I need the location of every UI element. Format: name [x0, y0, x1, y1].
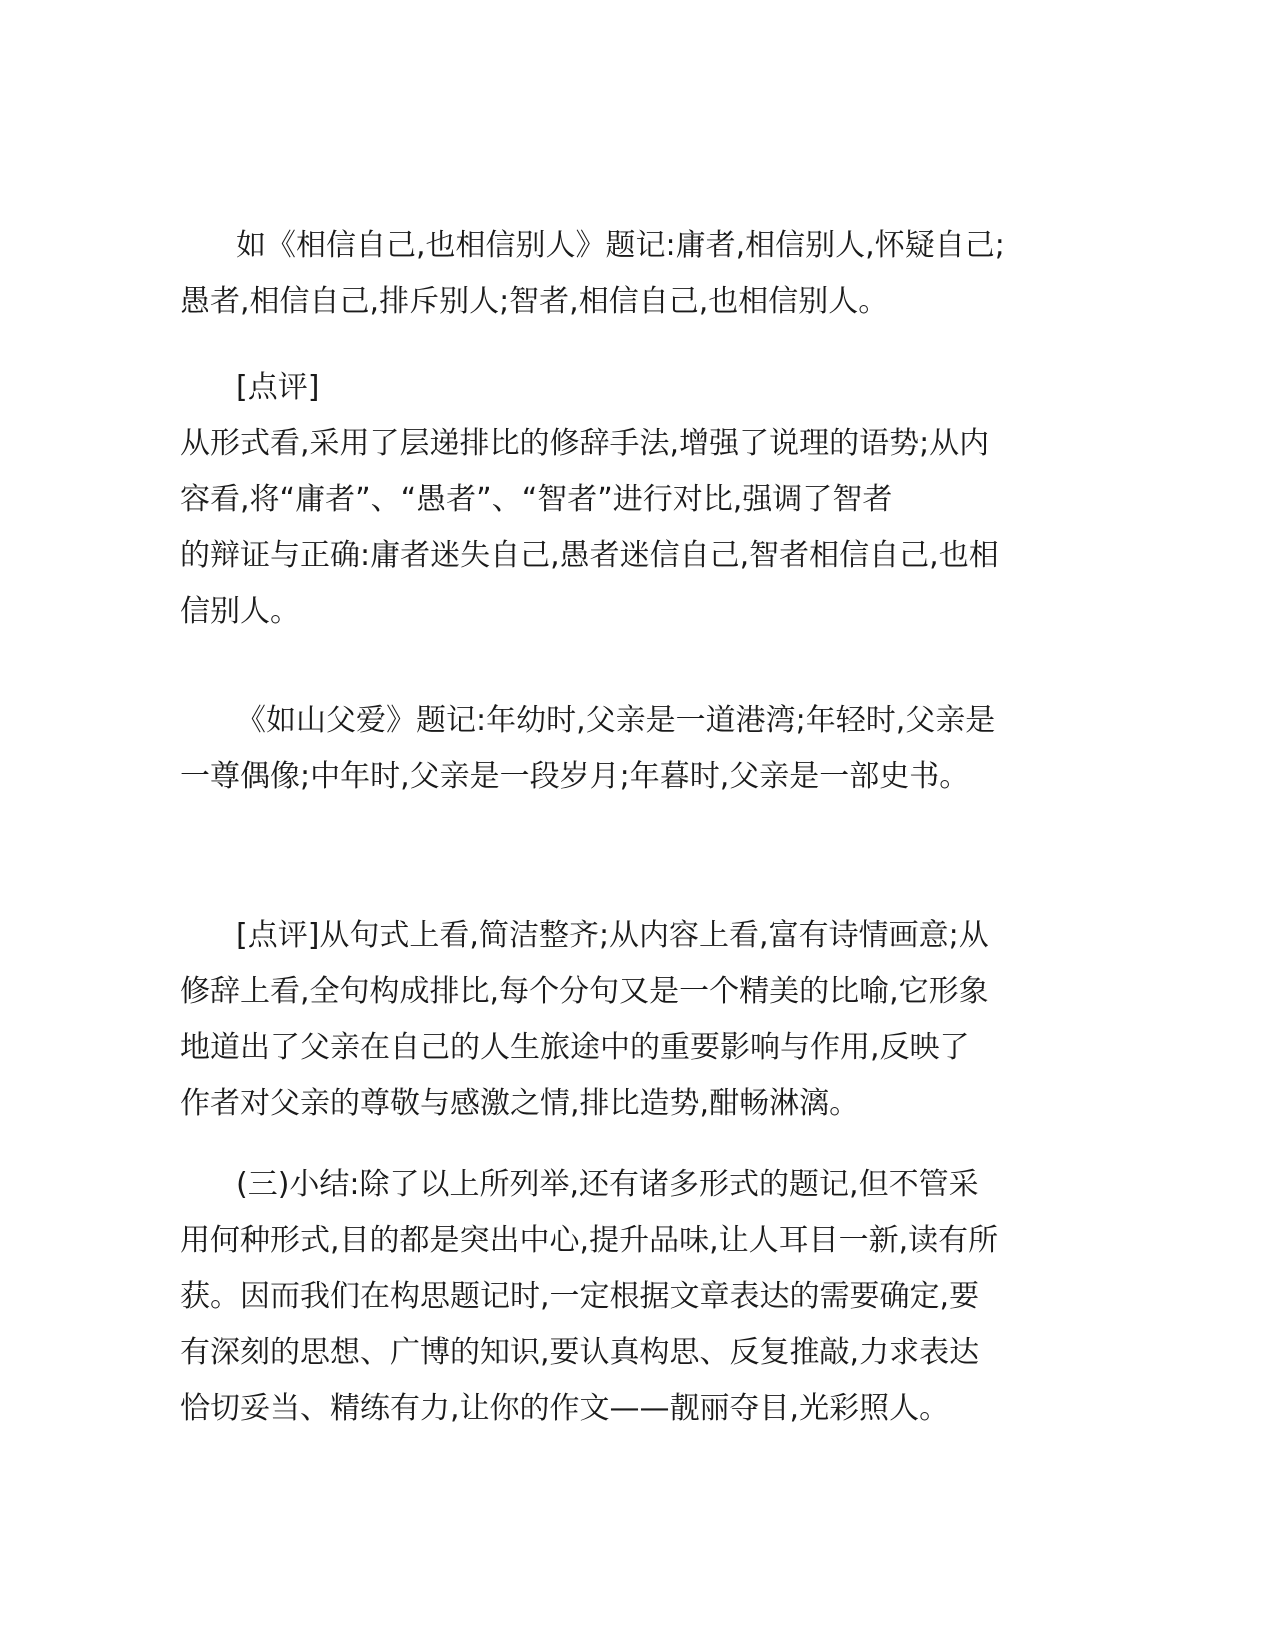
- text-line: 的辩证与正确:庸者迷失自己,愚者迷信自己,智者相信自己,也相: [180, 538, 999, 573]
- text-line: 修辞上看,全句构成排比,每个分句又是一个精美的比喻,它形象: [180, 974, 989, 1009]
- paragraph-example-xiangxin: [180, 218, 1040, 330]
- text-line: 容看,将“庸者”、“愚者”、“智者”进行对比,强调了智者: [180, 482, 893, 517]
- text-line: 获。因而我们在构思题记时,一定根据文章表达的需要确定,要: [180, 1279, 980, 1314]
- text-line: 如《相信自己,也相信别人》题记:庸者,相信别人,怀疑自己;: [236, 228, 1005, 263]
- text-line: 用何种形式,目的都是突出中心,提升品味,让人耳目一新,读有所: [180, 1223, 999, 1258]
- text-line: 有深刻的思想、广博的知识,要认真构思、反复推敲,力求表达: [180, 1335, 980, 1370]
- paragraph-summary: [180, 1157, 1040, 1437]
- text-line: 恰切妥当、精练有力,让你的作文——靓丽夺目,光彩照人。: [180, 1391, 950, 1426]
- paragraph-comment-2: [180, 908, 1040, 1132]
- text-line: 作者对父亲的尊敬与感激之情,排比造势,酣畅淋漓。: [180, 1086, 860, 1121]
- text-line: [点评]从句式上看,简洁整齐;从内容上看,富有诗情画意;从: [236, 918, 989, 953]
- comment-heading: [点评]: [236, 370, 320, 405]
- text-line: 《如山父爱》题记:年幼时,父亲是一道港湾;年轻时,父亲是: [236, 703, 996, 738]
- text-line: 从形式看,采用了层递排比的修辞手法,增强了说理的语势;从内: [180, 426, 990, 461]
- paragraph-example-rushan: [180, 693, 1040, 805]
- text-line: 一尊偶像;中年时,父亲是一段岁月;年暮时,父亲是一部史书。: [180, 759, 970, 794]
- text-line: 信别人。: [180, 594, 300, 629]
- text-line: 愚者,相信自己,排斥别人;智者,相信自己,也相信别人。: [180, 284, 889, 319]
- paragraph-comment-1: [180, 360, 1040, 640]
- text-line: (三)小结:除了以上所列举,还有诸多形式的题记,但不管采: [236, 1167, 979, 1202]
- text-line: 地道出了父亲在自己的人生旅途中的重要影响与作用,反映了: [180, 1030, 970, 1065]
